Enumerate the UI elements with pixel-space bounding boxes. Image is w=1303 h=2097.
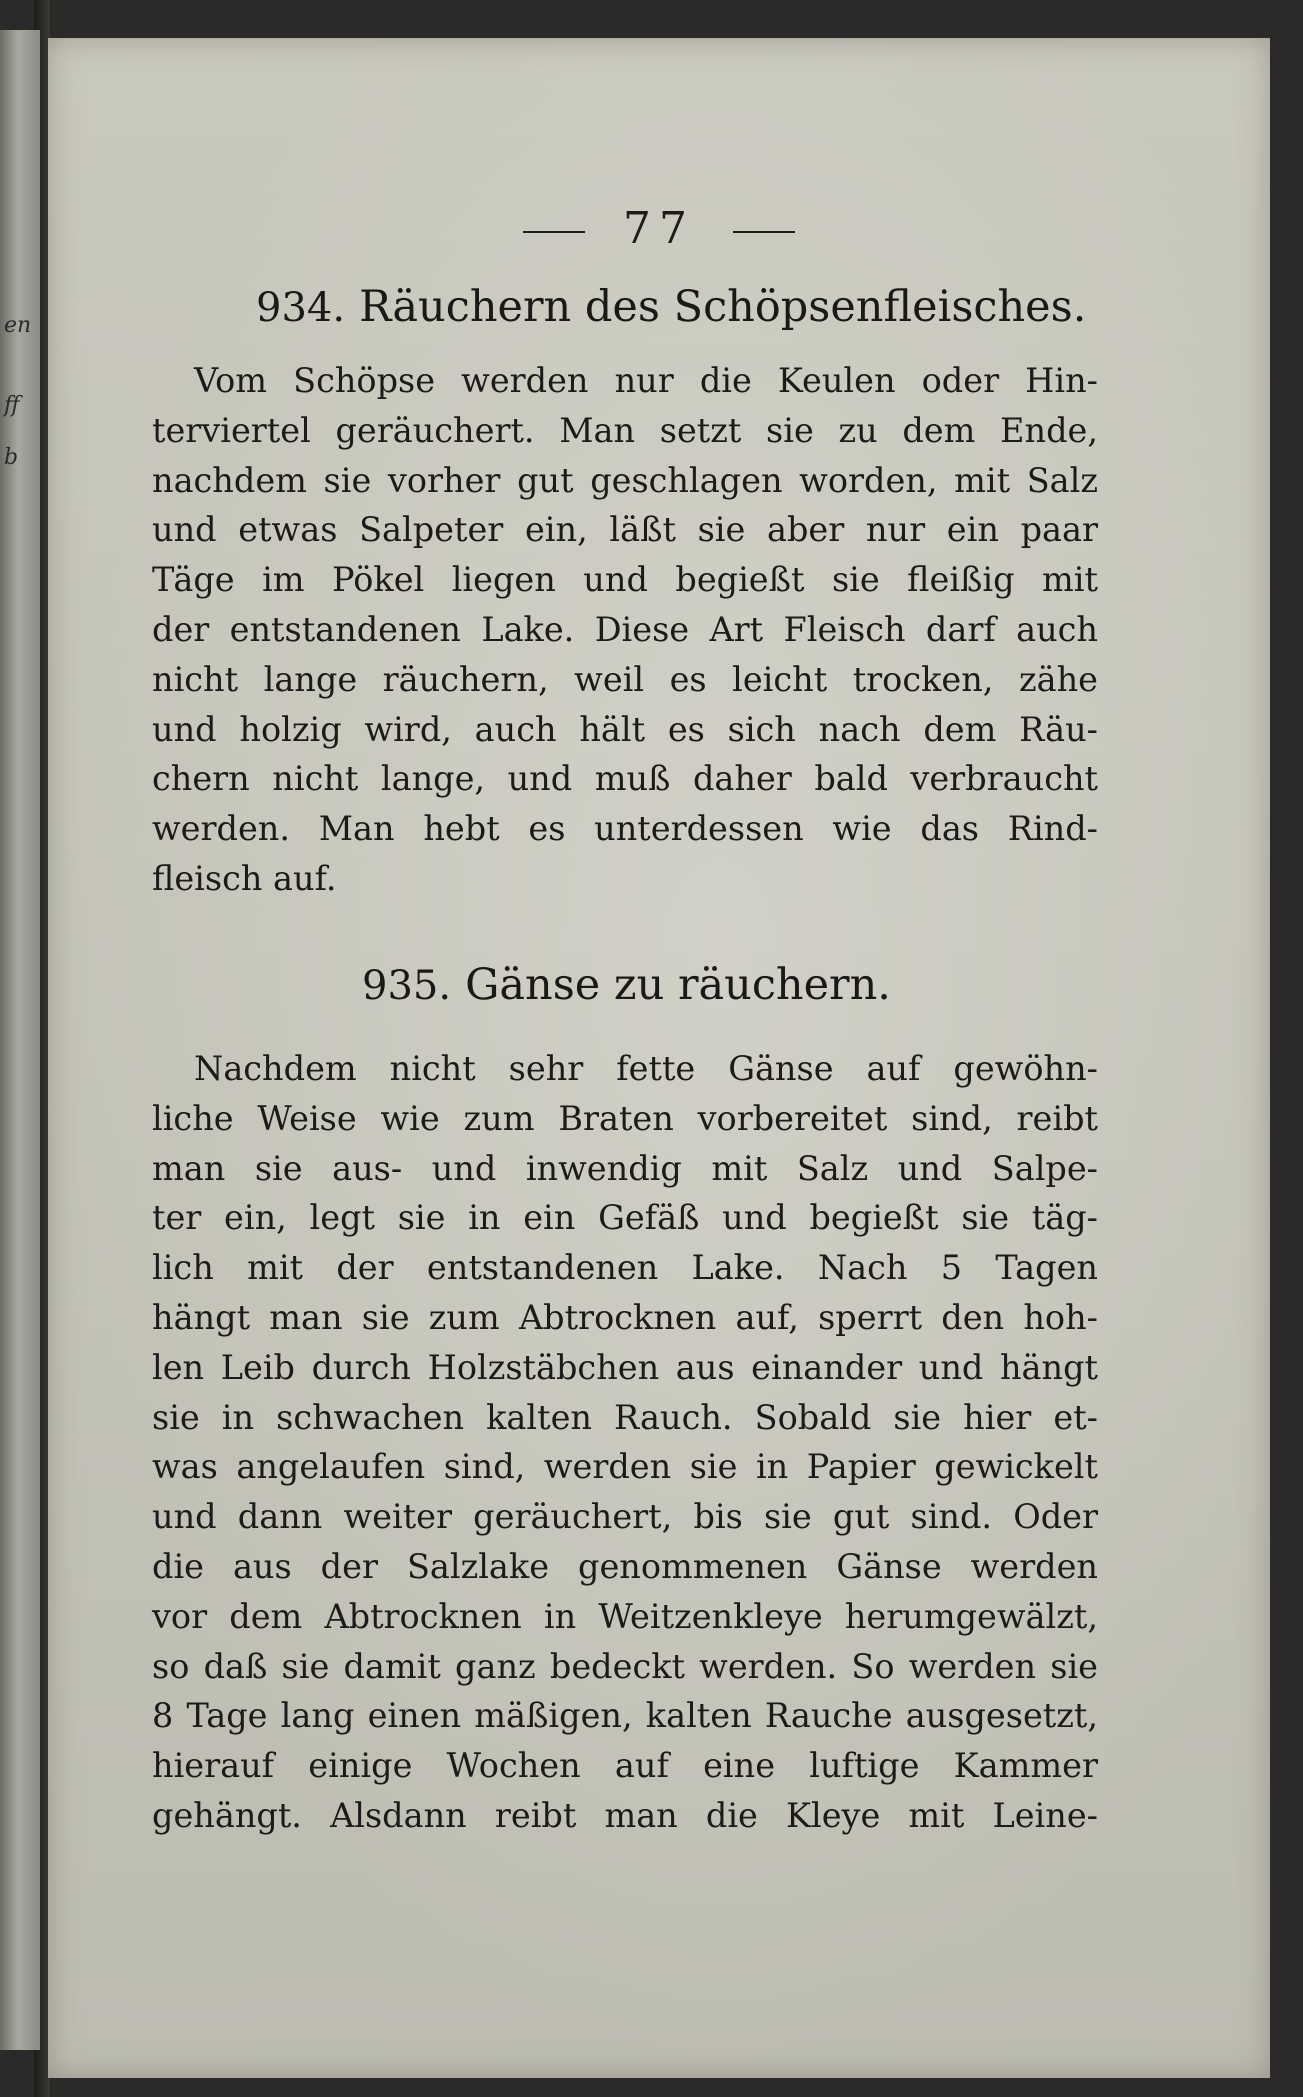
margin-fragment: en bbox=[4, 313, 32, 338]
text-line: vor dem Abtrocknen in Weitzenkleye herumgewälzt, bbox=[152, 1596, 1098, 1636]
text-line: der entstandenen Lake. Diese Art Fleisch darf auch bbox=[152, 609, 1098, 649]
text-line: Nachdem nicht sehr fette Gänse auf gewöhn- bbox=[194, 1049, 1098, 1088]
text-line: und etwas Salpeter ein, läßt sie aber nur ein paar bbox=[152, 510, 1098, 550]
text-line: hierauf einige Wochen auf eine luftige Kammer bbox=[152, 1746, 1098, 1786]
text-line: fleisch auf. bbox=[152, 858, 337, 898]
margin-fragment: b bbox=[4, 445, 19, 470]
text-line: was angelaufen sind, werden sie in Papier gewickelt bbox=[152, 1447, 1098, 1487]
text-line: terviertel geräuchert. Man setzt sie zu dem Ende, bbox=[152, 410, 1098, 450]
text-line: lich mit der entstandenen Lake. Nach 5 Tagen bbox=[152, 1248, 1098, 1288]
text-line: ter ein, legt sie in ein Gefäß und begießt sie täg- bbox=[152, 1198, 1098, 1238]
text-line: und holzig wird, auch hält es sich nach dem Räu- bbox=[152, 709, 1098, 749]
text-line: nicht lange räuchern, weil es leicht trocken, zähe bbox=[152, 659, 1098, 699]
book-page bbox=[48, 38, 1270, 2078]
section-heading-935 bbox=[362, 960, 891, 1010]
section-number: 934. bbox=[256, 285, 346, 331]
previous-page-edge bbox=[0, 30, 40, 2050]
text-line: 8 Tage lang einen mäßigen, kalten Rauche ausgesetzt, bbox=[152, 1696, 1098, 1736]
text-line: hängt man sie zum Abtrocknen auf, sperrt den hoh- bbox=[152, 1297, 1098, 1337]
text-line: nachdem sie vorher gut geschlagen worden, mit Salz bbox=[152, 460, 1098, 500]
margin-fragment: ff bbox=[4, 393, 20, 418]
text-line: Vom Schöpse werden nur die Keulen oder Hin- bbox=[194, 361, 1098, 400]
text-line: man sie aus- und inwendig mit Salz und Salpe- bbox=[152, 1148, 1098, 1188]
text-line: werden. Man hebt es unterdessen wie das Rind- bbox=[152, 809, 1098, 849]
text-line: die aus der Salzlake genommenen Gänse werden bbox=[152, 1546, 1098, 1586]
header-dash-right bbox=[733, 231, 795, 233]
section-body-935 bbox=[152, 1044, 1098, 1841]
section-body-934 bbox=[152, 356, 1098, 904]
text-line: so daß sie damit ganz bedeckt werden. So werden sie bbox=[152, 1646, 1098, 1686]
text-line: liche Weise wie zum Braten vorbereitet sind, reibt bbox=[152, 1098, 1098, 1138]
header-dash-left bbox=[523, 231, 585, 233]
page-header bbox=[48, 203, 1270, 254]
section-title: Gänse zu räuchern. bbox=[465, 960, 891, 1010]
text-line: gehängt. Alsdann reibt man die Kleye mit Leine- bbox=[152, 1795, 1098, 1835]
text-line: Täge im Pökel liegen und begießt sie fleißig mit bbox=[152, 560, 1098, 600]
text-line: len Leib durch Holzstäbchen aus einander und hängt bbox=[152, 1347, 1098, 1387]
text-line: und dann weiter geräuchert, bis sie gut sind. Oder bbox=[152, 1497, 1098, 1537]
section-number: 935. bbox=[362, 963, 452, 1009]
text-line: sie in schwachen kalten Rauch. Sobald sie hier et- bbox=[152, 1397, 1098, 1437]
text-line: chern nicht lange, und muß daher bald verbraucht bbox=[152, 759, 1098, 799]
page-number: 77 bbox=[623, 203, 695, 254]
section-title: Räuchern des Schöpsenfleisches. bbox=[359, 282, 1087, 332]
section-heading-934 bbox=[256, 282, 1086, 332]
